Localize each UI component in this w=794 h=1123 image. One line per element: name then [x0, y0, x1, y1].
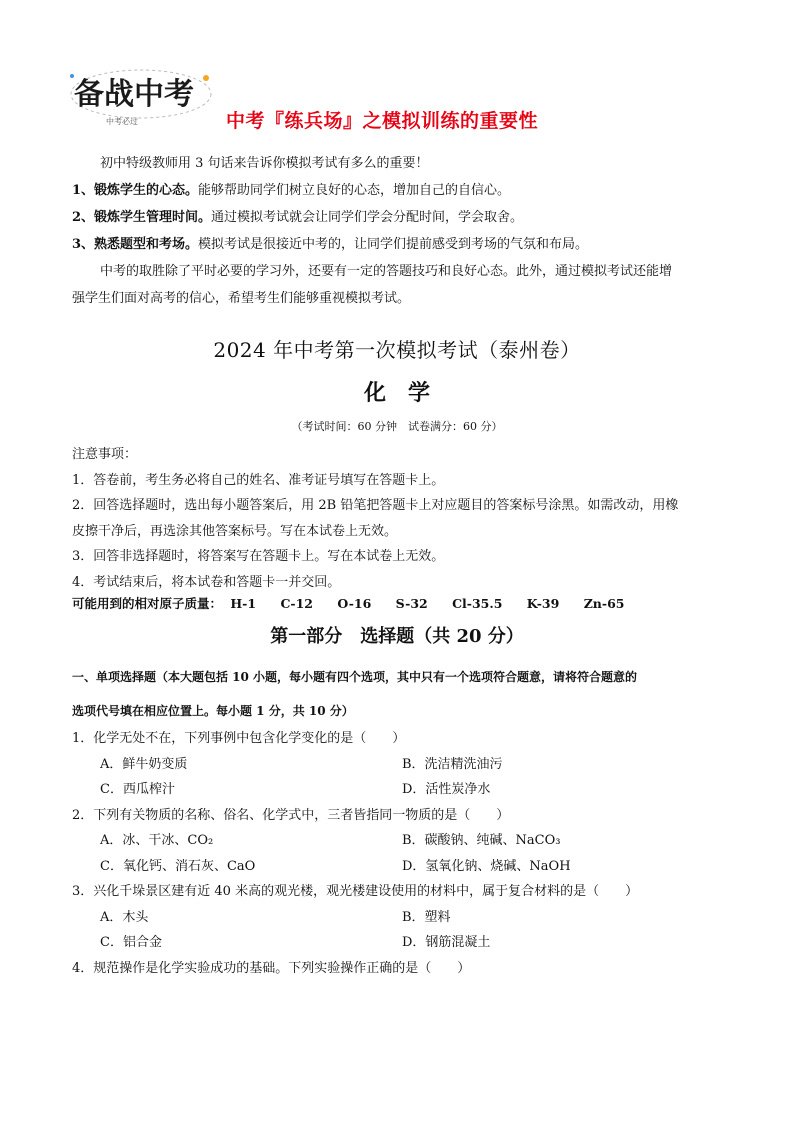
atomic-mass-s: S-32 [395, 596, 428, 611]
notes-item-4: 4．考试结束后，将本试卷和答题卡一并交回。 [72, 574, 341, 590]
promo-point-1-text: 能够帮助同学们树立良好的心态，增加自己的自信心。 [198, 183, 511, 198]
question-1-options-row-1 [72, 752, 732, 778]
atomic-mass-k: K-39 [526, 596, 560, 611]
promo-point-1-label: 1、锻炼学生的心态。 [72, 183, 199, 198]
logo-subtitle: 中考必过 [106, 117, 138, 126]
notes-item-2: 2．回答选择题时，选出每小题答案后，用 2B 铅笔把答题卡上对应题目的答案标号涂黑。如需改动，用橡 [72, 498, 679, 513]
question-2-stem: 2．下列有关物质的名称、俗名、化学式中，三者皆指同一物质的是（ ） [72, 807, 510, 823]
notes-section [72, 442, 732, 595]
question-2-options-row-2 [72, 854, 732, 880]
notes-item-1: 1．答卷前，考生务必将自己的姓名、准考证号填写在答题卡上。 [72, 472, 445, 488]
part-one-title: 第一部分 选择题（共 20 分） [270, 626, 524, 647]
exam-info: （考试时间：60 分钟 试卷满分：60 分） [291, 420, 503, 433]
atomic-mass-zn: Zn-65 [583, 596, 625, 611]
question-3-options-row-2 [72, 930, 732, 956]
promo-point-2-label: 2、锻炼学生管理时间。 [72, 210, 212, 225]
question-2-option-c[interactable]: C．氧化钙、消石灰、CaO [100, 858, 256, 874]
question-3-stem: 3．兴化千垛景区建有近 40 米高的观光楼，观光楼建设使用的材料中，属于复合材料的是（ ） [72, 884, 639, 899]
promo-title: 中考『练兵场』之模拟训练的重要性 [226, 110, 539, 132]
promo-intro [72, 150, 722, 312]
promo-closing-line-2: 强学生们面对高考的信心，希望考生们能够重视模拟考试。 [72, 291, 411, 306]
promo-intro-line: 初中特级教师用 3 句话来告诉你模拟考试有多么的重要！ [100, 156, 429, 171]
notes-item-2-cont: 皮擦干净后，再选涂其他答案标号。写在本试卷上无效。 [72, 523, 398, 539]
promo-point-3 [72, 231, 722, 258]
question-3-option-c[interactable]: C．铝合金 [100, 935, 162, 950]
atomic-mass-cl: Cl-35.5 [452, 596, 503, 611]
notes-heading: 注意事项： [72, 447, 138, 462]
section-one-line-2: 选项代号填在相应位置上。每小题 1 分，共 10 分） [72, 704, 354, 718]
exam-title: 2024 年中考第一次模拟考试（泰州卷） [213, 338, 581, 362]
promo-point-3-text: 模拟考试是很接近中考的，让同学们提前感受到考场的气氛和布局。 [198, 237, 589, 252]
question-2-options-row-1 [72, 828, 732, 854]
question-3-option-d[interactable]: D．钢筋混凝土 [402, 935, 491, 950]
atomic-mass-h: H-1 [230, 596, 257, 611]
promo-closing-line-1: 中考的取胜除了平时必要的学习外，还要有一定的答题技巧和良好心态。此外，通过模拟考试还能增 [100, 264, 673, 279]
notes-item-3: 3．回答非选择题时，将答案写在答题卡上。写在本试卷上无效。 [72, 549, 445, 564]
section-one-line-1: 一、单项选择题（本大题包括 10 小题，每小题有四个选项，其中只有一个选项符合题意，请将符合题意的 [72, 670, 638, 684]
promo-point-2-text: 通过模拟考试就会让同学们学会分配时间，学会取舍。 [211, 210, 524, 225]
question-1-option-b[interactable]: B．洗洁精洗油污 [402, 756, 503, 772]
question-2-option-d[interactable]: D．氢氧化钠、烧碱、NaOH [402, 858, 571, 874]
question-1-stem: 1．化学无处不在，下列事例中包含化学变化的是（ ） [72, 731, 406, 746]
atomic-mass-o: O-16 [337, 596, 372, 611]
logo-icon [66, 64, 216, 130]
question-1-option-a[interactable]: A．鲜牛奶变质 [100, 756, 188, 772]
atomic-mass-c: C-12 [280, 596, 313, 611]
question-3-option-b[interactable]: B．塑料 [402, 909, 451, 925]
question-3-option-a[interactable]: A．木头 [100, 909, 149, 925]
promo-point-1 [72, 177, 722, 204]
promo-point-3-label: 3、熟悉题型和考场。 [72, 237, 199, 252]
atomic-masses-label: 可能用到的相对原子质量： [72, 596, 223, 611]
question-1-options-row-2 [72, 777, 732, 803]
question-2-option-a[interactable]: A．冰、干冰、CO₂ [100, 833, 214, 848]
question-1-option-c[interactable]: C．西瓜榨汁 [100, 782, 175, 797]
promo-point-2 [72, 204, 722, 231]
atomic-masses [72, 594, 644, 612]
section-one-heading [72, 660, 732, 728]
question-2-option-b[interactable]: B．碳酸钠、纯碱、NaCO₃ [402, 833, 561, 848]
question-3-options-row-1 [72, 905, 732, 931]
exam-subject: 化学 [363, 380, 452, 406]
logo-text: 备战中考 [74, 77, 194, 112]
question-1-option-d[interactable]: D．活性炭净水 [402, 782, 491, 797]
question-4-stem: 4．规范操作是化学实验成功的基础。下列实验操作正确的是（ ） [72, 960, 471, 976]
questions-list [72, 726, 732, 981]
